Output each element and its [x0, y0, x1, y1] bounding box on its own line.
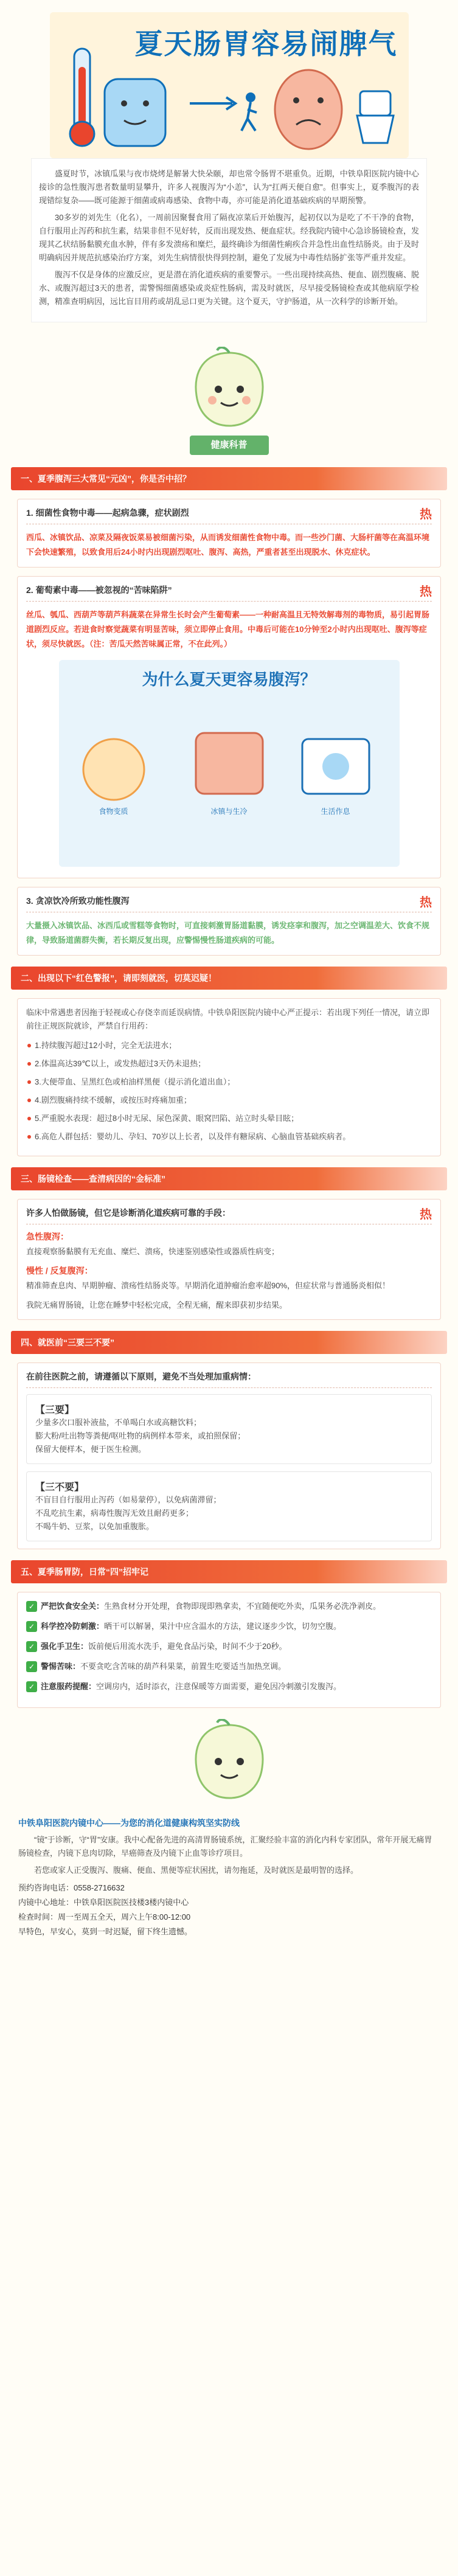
intro-text: [31, 158, 427, 322]
donts-title: 【三不要】: [35, 1482, 85, 1493]
section-heading: 二、出现以下“红色警报”，请即刻就医，切莫迟疑！: [11, 967, 447, 990]
diagram-label: 生活作息: [321, 807, 350, 816]
check-icon: ✓: [26, 1681, 37, 1692]
tip-key: 警惕苦味：: [41, 1662, 81, 1671]
section-causes: [11, 467, 447, 956]
check-icon: ✓: [26, 1641, 37, 1652]
intro-paragraph: 腹泻不仅是身体的应激反应，更是潜在消化道疾病的重要警示。一些出现持续高热、便血、剧烈腹痛、脱水、或腹泻超过3天的患者，需警惕细菌感染或炎症性肠病，需及时就医，尽早接受肠镜检查或其他病原学检测，精准查明病因，远比盲目用药或胡乱忌口更为关键。这个夏天，守护肠道，从一次科学的诊断开始。: [39, 270, 419, 306]
alert-item: 1.持续腹泻超过12小时，完全无法进水；: [26, 1039, 432, 1052]
tip-row: [26, 1680, 432, 1693]
red-alert-card: [17, 998, 441, 1156]
colonoscopy-card: [17, 1199, 441, 1320]
cause-card-toxin: [17, 576, 441, 878]
section-red-alert: [11, 967, 447, 1156]
section-heading: 三、肠镜检查——查清病因的“金标准”: [11, 1167, 447, 1190]
hot-icon: 热: [420, 896, 432, 909]
card-text: 大量摄入冰镇饮品、冰西瓜或雪糕等食物时，可直接刺激胃肠道黏膜，诱发痉挛和腹泻，加之空调温差大、饮食不规律，导致肠道菌群失衡，若长期反复出现，应警惕慢性肠道疾病的可能。: [26, 921, 430, 945]
diagram-title: 为什么夏天更容易腹泻？: [142, 670, 316, 689]
check-icon: ✓: [26, 1661, 37, 1672]
hot-icon: 热: [420, 585, 432, 599]
dos-item: 保留大便样本，便于医生检测。: [35, 1445, 147, 1454]
dos-item: 少量多次口服补液盐，不单喝白水或高糖饮料；: [35, 1418, 202, 1427]
acute-text: 直接观察肠黏膜有无充血、糜烂、溃疡，快速鉴别感染性或器质性病变；: [26, 1247, 280, 1256]
cause-card-cold: [17, 887, 441, 956]
dos-item: 膨大粉/吐出物等粪便/呕吐物的病例样本带来，或拍照保留；: [35, 1431, 246, 1440]
footer-text: “镜”于诊断，守“胃”安康。我中心配备先进的高清胃肠镜系统，汇聚经验丰富的消化内科专家团队，常年开展无痛胃肠镜检查，内镜下息肉切除，早癌筛查及内镜下止血等诊疗项目。: [18, 1835, 432, 1858]
intro-paragraph: 盛夏时节，冰镇瓜果与夜市烧烤是解暑大快朵颐，却也常令肠胃不堪重负。近期，中铁阜阳医院内镜中心接诊的急性腹泻患者数量明显攀升，许多人视腹泻为“小恙”，认为“扛两天便自愈”。但事实上，夏季腹泻的表现错综复杂——既可能源于细菌或病毒感染、食物中毒，亦可能是消化道基础疾病的早期预警。: [39, 169, 419, 205]
chronic-text: 精准筛查息肉、早期肿瘤、溃疡性结肠炎等。早期消化道肿瘤治愈率超90%，但症状常与普通肠炎相似！: [26, 1281, 390, 1290]
donts-box: [26, 1471, 432, 1541]
tip-row: [26, 1600, 432, 1613]
check-icon: ✓: [26, 1601, 37, 1612]
donts-item: 不喝牛奶、豆浆，以免加重腹胀。: [35, 1522, 154, 1531]
section-heading: 五、夏季肠胃防，日常“四”招牢记: [11, 1560, 447, 1583]
footer-title: 中铁阜阳医院内镜中心——为您的消化道健康构筑坚实防线: [18, 1818, 240, 1828]
intro-paragraph: 30多岁的刘先生（化名），一周前因聚餐食用了隔夜凉菜后开始腹泻，起初仅以为是吃了不干净的食物，自行服用止泻药和抗生素，结果非但不见好转，反而出现发热、便血症状。经我院内镜中心急诊肠镜检查，发现其乙状结肠黏膜充血水肿，伴有多发溃疡和糜烂，最终确诊为细菌性痢疾合并急性出血性结肠炎。由于及时明确病因并规范抗感染治疗方案，刘先生病情很快得到控制，避免了发展为中毒性结肠扩张等严重并发症。: [39, 213, 419, 262]
tip-row: [26, 1620, 432, 1633]
check-icon: ✓: [26, 1621, 37, 1632]
cause-card-bacteria: [17, 499, 441, 568]
mascot-icon: [181, 1719, 278, 1804]
health-badge: 健康科普: [190, 436, 269, 455]
alert-item: 3.大便带血、呈黑红色或柏油样黑便（提示消化道出血）；: [26, 1075, 432, 1089]
tip-text: 生熟食材分开处理，食物即现即熟拿卖，不宜随便吃外卖，瓜果务必洗净剥皮。: [104, 1602, 381, 1611]
section-tips: [11, 1560, 447, 1708]
diagram-illustration: [59, 660, 400, 867]
tip-key: 强化手卫生：: [41, 1642, 89, 1651]
tip-key: 严把饮食安全关：: [41, 1602, 105, 1611]
card-title: 2. 葡萄素中毒——被忽视的“苦味陷阱”: [26, 584, 432, 602]
alert-lead: 临床中常遇患者因拖于轻视或心存侥幸而延误病情。中铁阜阳医院内镜中心严正提示：若出现下列任一情况，请立即前往正规医院就诊，严禁自行用药：: [26, 1008, 430, 1030]
tip-row: [26, 1660, 432, 1673]
acute-label: 急性腹泻：: [26, 1232, 69, 1241]
dos-donts-card: [17, 1363, 441, 1549]
donts-item: 不盲目自行服用止泻药（如易蒙停），以免病菌滞留；: [35, 1495, 221, 1504]
alert-item: 4.剧烈腹痛持续不缓解，或按压时疼痛加重；: [26, 1094, 432, 1107]
tip-key: 注意服药提醒：: [41, 1682, 97, 1691]
alert-item: 6.高危人群包括：婴幼儿、孕妇、70岁以上长者，以及伴有糖尿病、心脑血管基础疾病者。: [26, 1130, 432, 1144]
contact-hours: 检查时间：周一至周五全天，周六上午8:00-12:00: [18, 1912, 191, 1922]
tip-text: 空调房内，适时添衣，注意保暖等方面需要，避免因冷刺激引发腹泻。: [96, 1682, 342, 1691]
card-title: 在前往医院之前，请遵循以下原则，避免不当处理加重病情：: [26, 1370, 432, 1388]
card-text: 西瓜、冰镇饮品、凉菜及隔夜饭菜易被细菌污染，从而诱发细菌性食物中毒。而一些沙门菌、大肠杆菌等在高温环境下会快速繁殖，以致食用后24小时内出现剧烈呕吐、腹泻、高热，严重者甚至出现脱水、休克症状。: [26, 533, 430, 557]
tip-key: 科学控冷防刺激：: [41, 1622, 105, 1631]
diagram-label: 冰镇与生冷: [210, 807, 248, 816]
donts-item: 不乱吃抗生素，病毒性腹泻无效且耐药更多；: [35, 1508, 194, 1518]
hero-title: 夏天肠胃容易闹脾气: [134, 28, 398, 60]
tip-text: 不要贪吃含苦味的葫芦科果菜，前置生吃要适当加热烹调。: [80, 1662, 286, 1671]
contact-address: 内镜中心地址：中铁阜阳医院医技楼3楼内镜中心: [18, 1898, 189, 1907]
painless-text: 我院无痛胃肠镜，让您在睡梦中轻松完成，全程无痛，醒来即获初步结果。: [26, 1300, 288, 1310]
section-heading: 一、夏季腹泻三大常见“元凶”，你是否中招？: [11, 467, 447, 490]
alert-item: 2.体温高达39℃以上，或发热超过3天仍未退热；: [26, 1057, 432, 1071]
dos-title: 【三要】: [35, 1405, 75, 1415]
diagram-label: 食物变质: [99, 807, 128, 816]
section-colonoscopy: [11, 1167, 447, 1320]
hot-icon: 热: [420, 508, 432, 521]
section-dos-donts: [11, 1331, 447, 1549]
card-title: 3. 贪凉饮冷所致功能性腹泻: [26, 895, 432, 912]
diarrhea-diagram: [59, 660, 400, 867]
alert-item: 5.严重脱水表现：超过8小时无尿、尿色深黄、眼窝凹陷、站立时头晕目眩；: [26, 1112, 432, 1125]
contact-note: 早特色，早安心，莫到一时迟疑，留下终生遗憾。: [18, 1927, 193, 1936]
tip-text: 饭前便后用流水洗手，避免食品污染，时间不少于20秒。: [88, 1642, 287, 1651]
footer: [18, 1816, 440, 1939]
card-title: 1. 细菌性食物中毒——起病急骤，症状剧烈: [26, 507, 432, 524]
contact-phone[interactable]: 预约咨询电话：0558-2716632: [18, 1883, 125, 1892]
tip-row: [26, 1640, 432, 1653]
footer-text: 若您或家人正受腹泻、腹痛、便血、黑便等症状困扰，请勿拖延，及时就医是最明智的选择。: [34, 1866, 359, 1875]
chronic-label: 慢性 / 反复腹泻：: [26, 1266, 93, 1276]
tips-card: [17, 1592, 441, 1708]
section-heading: 四、就医前“三要三不要”: [11, 1331, 447, 1354]
hero-banner: [50, 12, 409, 158]
card-title: 许多人怕做肠镜，但它是诊断消化道疾病可靠的手段：: [26, 1207, 432, 1224]
dos-box: [26, 1394, 432, 1464]
mascot-icon: [181, 347, 278, 432]
tip-text: 晒干可以解暑，果汁中应含温水的方法，建议逐步少饮，切勿空腹。: [104, 1622, 342, 1631]
hot-icon: 热: [420, 1208, 432, 1221]
card-text: 丝瓜、瓠瓜、西葫芦等葫芦科蔬菜在异常生长时会产生葡萄素——一种耐高温且无特效解毒剂的毒物质，易引起胃肠道剧烈反应。若进食时察觉蔬菜有明显苦味，须立即停止食用。中毒后可能在10分钟至2小时内出现呕吐、腹泻等症状，须尽快就医。（注：苦瓜天然苦味属正常，不在此列。）: [26, 610, 430, 648]
